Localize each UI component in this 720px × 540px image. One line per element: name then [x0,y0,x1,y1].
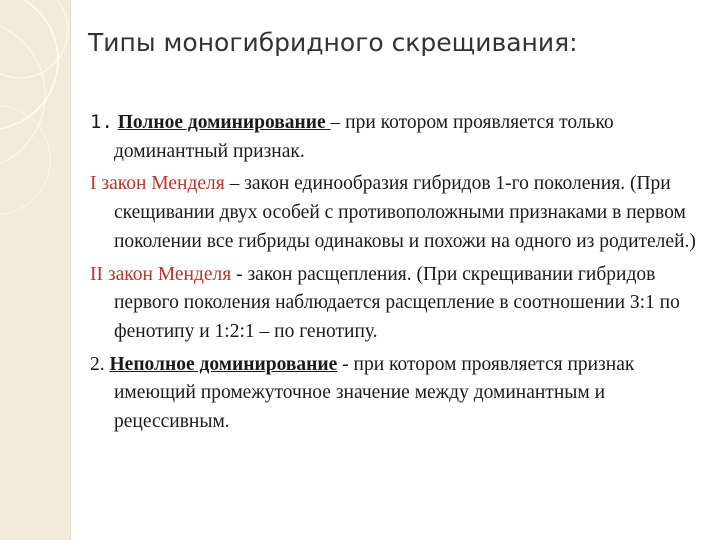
paragraph-text: – при котором проявляется только доминантный признак. [114,112,614,162]
second-mendel-law-label: II закон Менделя [90,263,232,285]
decorative-side-panel [0,0,70,540]
slide-title: Типы моногибридного скрещивания: [88,28,578,57]
paragraph-complete-dominance [90,108,708,166]
paragraph-second-mendel-law [90,261,708,347]
decorative-circles-graphic [0,0,70,540]
first-mendel-law-label: I закон Менделя [90,173,225,195]
paragraph-incomplete-dominance [90,351,708,437]
item-number: 2. [90,353,105,375]
term-incomplete-dominance: Неполное доминирование [109,353,338,375]
side-divider [70,0,71,540]
paragraph-text: - при котором проявляется признак имеющий промежуточное значение между доминантным и рецессивным. [114,353,635,433]
paragraph-first-mendel-law [90,170,708,256]
paragraph-text: – закон единообразия гибридов 1-го поколения. (При скещивании двух особей с противоположными признаками в первом поколении все гибриды одинаковы и похожи на одного из родителей.) [114,173,696,252]
paragraph-text: - закон расщепления. (При скрещивании гибридов первого поколения наблюдается расщепление в соотношении 3:1 по фенотипу и 1:2:1 – по генотипу. [114,263,680,342]
item-number: 1. [90,111,113,133]
term-complete-dominance: Полное доминирование [117,112,331,133]
slide-body [90,108,708,441]
